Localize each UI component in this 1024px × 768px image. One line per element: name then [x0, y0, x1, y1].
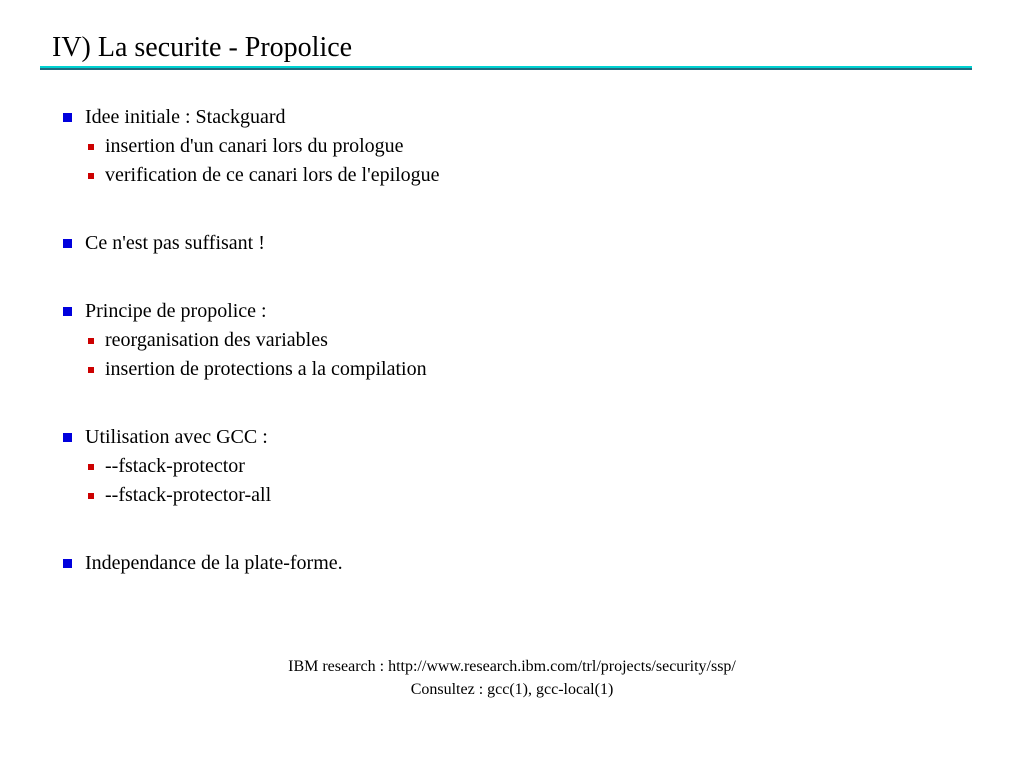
sub-bullet-label: insertion d'un canari lors du prologue: [105, 135, 404, 157]
red-square-bullet-icon: [88, 173, 94, 179]
sub-bullet-label: insertion de protections a la compilation: [105, 358, 427, 380]
sub-bullet-row: [88, 326, 963, 355]
list-item-group: [63, 103, 963, 190]
red-square-bullet-icon: [88, 493, 94, 499]
bullet-list: [63, 103, 963, 617]
bullet-label: Principe de propolice :: [85, 300, 267, 322]
bullet-row: [63, 229, 963, 258]
sub-bullet-row: [88, 481, 963, 510]
bullet-row: [63, 103, 963, 132]
footer: [0, 655, 1024, 701]
footer-reference-line: IBM research : http://www.research.ibm.com/trl/projects/security/ssp/: [288, 658, 736, 675]
blue-square-bullet-icon: [63, 433, 72, 442]
bullet-row: [63, 549, 963, 578]
blue-square-bullet-icon: [63, 559, 72, 568]
bullet-label: Idee initiale : Stackguard: [85, 106, 286, 128]
blue-square-bullet-icon: [63, 113, 72, 122]
blue-square-bullet-icon: [63, 239, 72, 248]
bullet-row: [63, 297, 963, 326]
footer-manpage-line: Consultez : gcc(1), gcc-local(1): [410, 681, 614, 698]
bullet-label: Ce n'est pas suffisant !: [85, 232, 265, 254]
list-item-group: [63, 423, 963, 510]
sub-bullet-row: [88, 355, 963, 384]
bullet-label: Independance de la plate-forme.: [85, 552, 343, 574]
sub-bullet-label: reorganisation des variables: [105, 329, 328, 351]
sub-bullet-row: [88, 161, 963, 190]
blue-square-bullet-icon: [63, 307, 72, 316]
list-item-group: [63, 229, 963, 258]
sub-bullet-row: [88, 452, 963, 481]
list-item-group: [63, 297, 963, 384]
sub-bullet-label: verification de ce canari lors de l'epilogue: [105, 164, 440, 186]
sub-bullet-row: [88, 132, 963, 161]
title-underline: [40, 66, 972, 70]
red-square-bullet-icon: [88, 144, 94, 150]
bullet-row: [63, 423, 963, 452]
red-square-bullet-icon: [88, 464, 94, 470]
red-square-bullet-icon: [88, 338, 94, 344]
list-item-group: [63, 549, 963, 578]
slide-title: IV) La securite - Propolice: [52, 32, 353, 63]
bullet-label: Utilisation avec GCC :: [85, 426, 268, 448]
sub-bullet-label: --fstack-protector: [105, 455, 245, 477]
red-square-bullet-icon: [88, 367, 94, 373]
sub-bullet-label: --fstack-protector-all: [105, 484, 272, 506]
